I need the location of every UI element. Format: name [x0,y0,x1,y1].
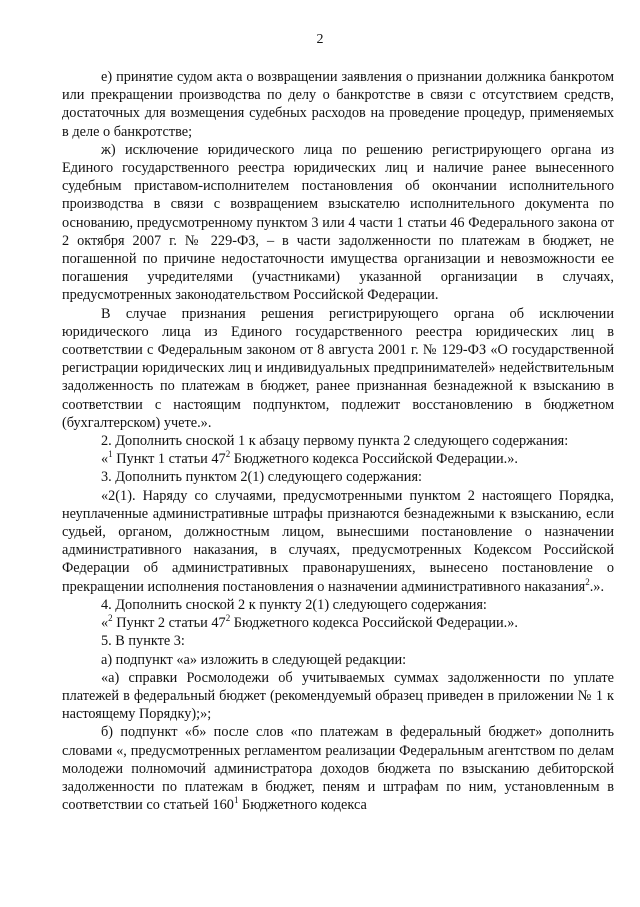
paragraph-text: 3. Дополнить пунктом 2(1) следующего содержания: [101,469,422,486]
paragraph-text: Пункт 2 статьи 47 [112,615,226,632]
footnote-superscript: 2 [585,576,590,587]
footnote-superscript: 2 [108,613,113,624]
paragraph [62,669,614,724]
paragraph-text: « [101,451,109,468]
paragraph-text: « [101,615,109,632]
document-body [62,68,614,814]
footnote-superscript: 1 [233,795,239,806]
paragraph [62,651,614,669]
paragraph-text: 2. Дополнить сноской 1 к абзацу первому пункта 2 следующего содержания: [101,433,569,450]
paragraph [62,305,614,432]
paragraph [62,468,614,486]
paragraph-text: «а) справки Росмолодежи об учитываемых суммах задолженности по уплате платежей в федеральный бюджет (рекомендуемый образец приведен в приложении № 1 к настоящему Порядку);»; [62,669,614,723]
paragraph-text: Бюджетного кодекса [238,797,367,814]
paragraph-text: ж) исключение юридического лица по решению регистрирующего органа из Единого государственного реестра юридических лиц и наличие ранее вынесенного судебным приставом-исполнителем постановления об окончании исполнительного производства в связи с возвращением взыскателю исполнительного документа по основанию, предусмотренному пунктом 3 или 4 части 1 статьи 46 Федерального закона от 2 октября 2007 г. № 229-ФЗ, – в части задолженности по платежам в бюджет, не погашенной по причине недостаточности имущества организации и невозможности ее погашения учредителями (участниками) указанной организации в случаях, предусмотренных законодательством Российской Федерации. [62,141,614,304]
paragraph-text: «2(1). Наряду со случаями, предусмотренными пунктом 2 настоящего Порядка, неуплаченные административные штрафы признаются безнадежными к взысканию, если судьей, органом, должностным лицом, вынесшими постановление о назначении административного наказания, в случаях, предусмотренных Кодексом Российской Федерации об административных правонарушениях, вынесено постановление о прекращении исполнения постановления о назначении административного наказания [62,487,614,595]
paragraph [62,487,614,596]
paragraph-text: 4. Дополнить сноской 2 к пункту 2(1) следующего содержания: [101,596,487,613]
paragraph [62,632,614,650]
footnote-superscript: 1 [108,449,113,460]
paragraph-text: Пункт 1 статьи 47 [112,451,226,468]
paragraph [62,614,614,632]
paragraph [62,141,614,305]
page-number: 2 [316,32,324,47]
paragraph-text: б) подпункт «б» после слов «по платежам в федеральный бюджет» дополнить словами «, предусмотренных регламентом реализации Федеральным агентством по делам молодежи полномочий администратора доходов бюджета по взысканию дебиторской задолженности по платежам в бюджет, пеням и штрафам по ним, установленным в соответствии со статьей 160 [62,724,614,814]
paragraph-text: а) подпункт «а» изложить в следующей редакции: [101,651,407,668]
paragraph-text: .». [589,578,605,595]
paragraph-text: 5. В пункте 3: [101,633,185,650]
footnote-superscript: 2 [225,449,231,460]
paragraph [62,596,614,614]
paragraph-text: е) принятие судом акта о возвращении заявления о признании должника банкротом или прекращении производства по делу о банкротстве в связи с отсутствием средств, достаточных для возмещения судебных расходов на проведение процедур, применяемых в деле о банкротстве; [62,69,614,140]
paragraph [62,432,614,450]
paragraph-text: В случае признания решения регистрирующего органа об исключении юридического лица из Единого государственного реестра юридических лиц в соответствии с Федеральным законом от 8 августа 2001 г. № 129-ФЗ «О государственной регистрации юридических лиц и индивидуальных предпринимателей» недействительным задолженность по платежам в бюджет, ранее признанная безнадежной к взысканию в соответствии с настоящим подпунктом, подлежит восстановлению в бюджетном (бухгалтерском) учете.». [62,305,614,431]
paragraph [62,723,614,814]
paragraph-text: Бюджетного кодекса Российской Федерации.». [230,451,518,468]
paragraph [62,68,614,141]
paragraph-text: Бюджетного кодекса Российской Федерации.». [230,615,518,632]
footnote-superscript: 2 [225,613,231,624]
paragraph [62,450,614,468]
